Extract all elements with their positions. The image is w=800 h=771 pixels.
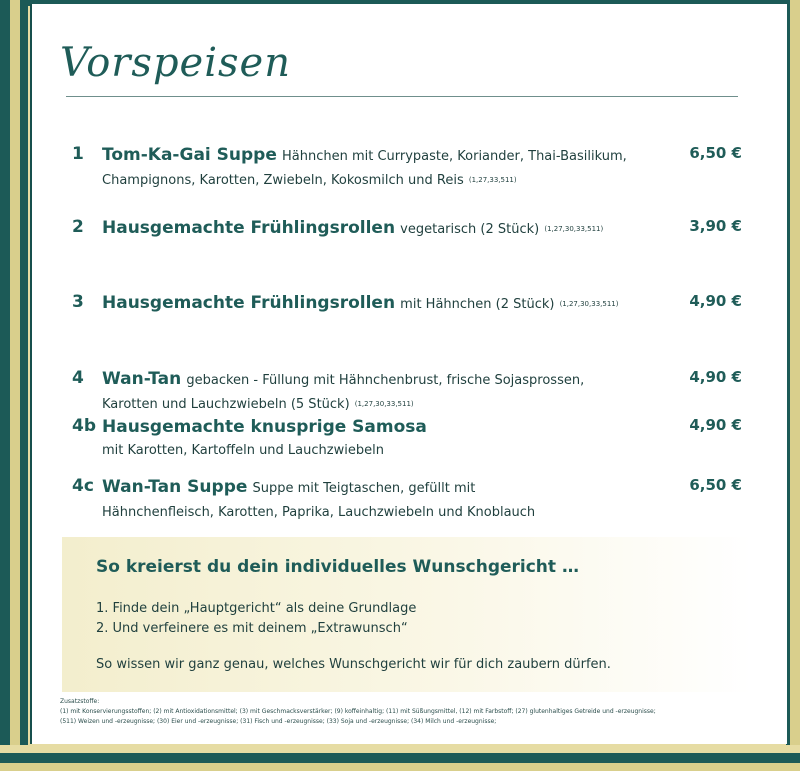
item-number: 3 — [72, 292, 84, 312]
item-number: 4b — [72, 416, 96, 436]
item-description-cont: mit Karotten, Kartoffeln und Lauchzwiebeln — [102, 443, 384, 458]
item-allergens: (1,27,30,33,511) — [354, 400, 414, 408]
item-number: 1 — [72, 144, 84, 164]
item-description: vegetarisch (2 Stück) — [400, 222, 540, 237]
item-allergens: (1,27,30,33,511) — [544, 225, 604, 233]
additives-line-2: (511) Weizen und -erzeugnisse; (30) Eier und -erzeugnisse; (31) Fisch und -erzeugnisse; (33) Soja und -erzeugnisse; (34) Milch und -erzeugnisse; — [60, 718, 497, 725]
item-price: 4,90 € — [689, 368, 742, 386]
item-description: mit Hähnchen (2 Stück) — [400, 297, 555, 312]
item-name: Wan-Tan Suppe — [102, 477, 248, 497]
item-name: Wan-Tan — [102, 369, 182, 389]
item-allergens: (1,27,33,511) — [468, 176, 517, 184]
frame-bottom-edge — [0, 745, 800, 771]
item-number: 4c — [72, 476, 94, 496]
item-description-cont: Karotten und Lauchzwiebeln (5 Stück) — [102, 397, 350, 412]
section-title: Vorspeisen — [60, 40, 291, 86]
item-price: 4,90 € — [689, 292, 742, 310]
item-description: gebacken - Füllung mit Hähnchenbrust, frische Sojasprossen, — [186, 373, 585, 388]
additives-line-1: (1) mit Konservierungsstoffen; (2) mit Antioxidationsmittel; (3) mit Geschmacksverstärker; (9) koffeinhaltig; (11) mit Süßungsmittel, (12) mit Farbstoff; (27) glutenhaltiges Getreide und -erzeugnisse; — [60, 708, 656, 715]
item-description: Hähnchen mit Currypaste, Koriander, Thai-Basilikum, — [281, 149, 627, 164]
item-description-cont: Hähnchenfleisch, Karotten, Paprika, Lauchzwiebeln und Knoblauch — [102, 505, 536, 520]
item-description: Suppe mit Teigtaschen, gefüllt mit — [252, 481, 476, 496]
item-price: 6,50 € — [689, 144, 742, 162]
item-number: 2 — [72, 217, 84, 237]
item-allergens: (1,27,30,33,511) — [559, 300, 619, 308]
item-price: 6,50 € — [689, 476, 742, 494]
item-name: Hausgemachte Frühlingsrollen — [102, 218, 396, 238]
item-name: Tom-Ka-Gai Suppe — [102, 145, 277, 165]
title-divider — [66, 96, 738, 97]
wish-title: So kreierst du dein individuelles Wunschgericht … — [96, 557, 579, 577]
item-name: Hausgemachte Frühlingsrollen — [102, 293, 396, 313]
frame-right-edge — [786, 0, 800, 771]
menu-page — [30, 4, 787, 744]
additives-label: Zusatzstoffe: — [60, 698, 100, 705]
wish-step-2: 2. Und verfeinere es mit deinem „Extrawunsch“ — [96, 621, 408, 636]
item-price: 3,90 € — [689, 217, 742, 235]
item-number: 4 — [72, 368, 84, 388]
item-name: Hausgemachte knusprige Samosa — [102, 417, 427, 437]
wish-step-1: 1. Finde dein „Hauptgericht“ als deine Grundlage — [96, 601, 417, 616]
wish-dish-box — [62, 537, 752, 692]
item-description-cont: Champignons, Karotten, Zwiebeln, Kokosmilch und Reis — [102, 173, 464, 188]
item-price: 4,90 € — [689, 416, 742, 434]
wish-closing: So wissen wir ganz genau, welches Wunschgericht wir für dich zaubern dürfen. — [96, 657, 611, 672]
